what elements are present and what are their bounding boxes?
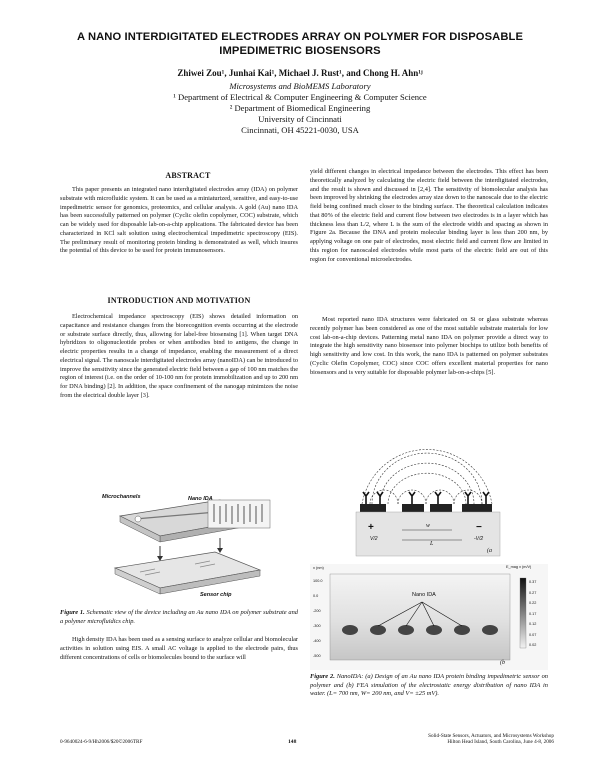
colorbar bbox=[520, 578, 526, 648]
footer-isbn: 0-9640024-6-9/Hh2006/$20©2006TRF bbox=[60, 739, 143, 745]
title-line-2: IMPEDIMETRIC BIOSENSORS bbox=[219, 45, 381, 57]
figure-2-caption-label: Figure 2. bbox=[310, 673, 335, 680]
figure-2-caption-text: NanoIDA: (a) Design of an Au nano IDA protein binding impedimetric sensor on polymer and (b) FEA simulation of the electrostatic energy distribution of nano IDA in water. (L= 700 nm, W= 200 nm, and V= ±25 mV). bbox=[310, 673, 548, 698]
lab-name: Microsystems and BioMEMS Laboratory bbox=[229, 81, 371, 91]
assembly-arrow-head-right bbox=[217, 548, 223, 553]
label-minus: − bbox=[476, 522, 482, 533]
right-column-paragraph-1: yield different changes in electrical impedance between the electrodes. This effect has been theoretically analyzed by calculating the electric field between the interdigitated electrodes, and the result is shown and discussed in [2,4]. The sensitivity of biomolecular analysis has been improved by shrinking the electrodes array size down to the nanoscale due to the electric field being confined much closer to the binding surface. The theoretical calculation indicates that 80% of the electric field and current flow between two electrodes is in a layer which has thickness less than L/2, where L is the sum of the electrode width and spacing as shown in Figure 2a. Because the DNA and protein molecular binding layer is less than 200 nm, by applying voltage on one pair of electrodes, most electric field and current flow are limited in this region for nanoscaled electrodes while most parts of the electric field are out of this region for conventional microelectrodes. bbox=[310, 168, 548, 263]
figure-2a bbox=[350, 412, 503, 560]
city: Cincinnati, OH 45221-0030, USA bbox=[241, 125, 359, 135]
intro-paragraph-2: High density IDA has been used as a sensing surface to analyze cellular and biomolecular activities in solution using EIS. A small AC voltage is applied to the electrode pairs, thus different concentrations of cells or biomolecules bound to the surface will bbox=[60, 636, 298, 661]
polymer-substrate bbox=[356, 512, 500, 556]
colorbar-tick: 0.27 bbox=[529, 590, 537, 595]
label-b: (b bbox=[500, 660, 505, 666]
label-nano-ida: Nano IDA bbox=[188, 496, 213, 502]
y-axis-tick: 0.0 bbox=[313, 594, 319, 598]
colorbar-title: E_mag x (m/V) bbox=[506, 565, 532, 569]
dept-2: ² Department of Biomedical Engineering bbox=[229, 103, 371, 113]
electrode-4 bbox=[462, 504, 492, 512]
intro-heading: INTRODUCTION AND MOTIVATION bbox=[107, 296, 251, 305]
figure-2-caption bbox=[310, 673, 548, 699]
figure-2b-drawing bbox=[310, 564, 548, 670]
affiliations bbox=[40, 81, 560, 136]
colorbar-ticks bbox=[529, 577, 536, 651]
footer-venue-line-2: Hilton Head Island, South Carolina, June 4-8, 2006 bbox=[447, 739, 554, 746]
electrode-3 bbox=[430, 504, 452, 512]
label-nano-ida-sim: Nano IDA bbox=[412, 592, 436, 598]
label-w: w bbox=[426, 523, 431, 529]
y-axis-tick: -300 bbox=[313, 624, 321, 628]
colorbar-tick: 0.07 bbox=[529, 632, 537, 637]
simulation-plot-area bbox=[330, 574, 510, 660]
title-line-1: A NANO INTERDIGITATED ELECTRODES ARRAY ON POLYMER FOR DISPOSABLE bbox=[76, 31, 524, 43]
label-a: (a bbox=[487, 548, 492, 554]
abstract-heading: ABSTRACT bbox=[165, 171, 211, 180]
intro-paragraph-1: Electrochemical impedance spectroscopy (EIS) shows detailed information on capacitance and resistance changes from the biorecognition events occurring at the electrode or substrate surface directly, thus, allowing for label-free biosensing [1]. When target DNA hybridizes to oligonucleotide probes or when antibodies bind to antigens, the change in electric properties results in a change of impedance, enabling the measurement of a direct electrical signal. The nanoscale interdigitated electrodes array (nanoIDA) can be introduced to improve the sensitivity since the generated electric field between a gap of 100 nm matches the region of interest (i.e. on the order of 10-100 nm for protein immobilization and up to 200 nm for DNA binding) [2]. In addition, the space confinement of the nanogap minimizes the noise from the electrical double layer [3]. bbox=[60, 313, 298, 399]
colorbar-tick: 0.02 bbox=[529, 643, 537, 647]
y-axis-tick: -400 bbox=[313, 639, 321, 643]
figure-1-caption-label: Figure 1. bbox=[60, 609, 85, 616]
authors: Zhiwei Zou¹, Junhai Kai¹, Michael J. Rust¹, and Chong H. Ahn¹ʲ bbox=[177, 68, 423, 78]
colorbar-tick: 0.12 bbox=[529, 622, 537, 626]
footer-venue bbox=[428, 733, 554, 746]
dept-1: ¹ Department of Electrical & Computer Engineering & Computer Science bbox=[173, 92, 427, 102]
electrode-2 bbox=[402, 504, 424, 512]
y-axis-tick: -200 bbox=[313, 609, 321, 613]
label-sensor-chip: Sensor chip bbox=[200, 592, 232, 598]
inlet-port bbox=[135, 516, 141, 522]
label-v2: V/2 bbox=[370, 536, 378, 542]
colorbar-tick: 0.17 bbox=[529, 611, 537, 616]
figure-2b bbox=[310, 564, 548, 670]
y-axis-tick: -500 bbox=[313, 654, 321, 658]
footer-venue-line-1: Solid-State Sensors, Actuators, and Microsystems Workshop bbox=[428, 733, 554, 739]
y-axis-tick: 100.0 bbox=[313, 579, 323, 583]
y-axis-ticks bbox=[313, 574, 323, 664]
label-microchannels: Microchannels bbox=[102, 494, 141, 500]
paper-title bbox=[20, 30, 580, 58]
abstract-text: This paper presents an integrated nano interdigitated electrodes array (IDA) on polymer substrate with microfluidic system. It can be used as a miniaturized, sensitive, and easy-to-use impedimetric sensor for genomics, proteomics, and cellular analysis. A gold (Au) nano IDA has been successfully patterned on polymer (Cyclic olefin copolymer, COC) substrate, which can be widely used for disposable lab-on-a-chip applications. The fabricated device has been characterized in KCl salt solution using electrochemical impedimetric spectroscopy (EIS). The preliminary result of monitoring protein binding is demonstrated as well, which insures the potential of this device to be used for protein immunosensors. bbox=[60, 186, 298, 255]
label-l: L bbox=[430, 541, 434, 547]
field-lines bbox=[362, 449, 492, 504]
nano-ida-zoom-box bbox=[208, 500, 270, 528]
label-minus-v2: -V/2 bbox=[474, 536, 484, 542]
page-number: 148 bbox=[288, 739, 297, 745]
y-axis-title: x (nm) bbox=[313, 566, 324, 570]
electrode-1 bbox=[360, 504, 386, 512]
figure-1-drawing bbox=[100, 488, 280, 605]
figure-1-caption-text: Schematic view of the device including an Au nano IDA on polymer substrate and a polymer microfluidics chip. bbox=[60, 609, 298, 625]
colorbar-tick: 0.37 bbox=[529, 580, 537, 584]
colorbar-tick: 0.22 bbox=[529, 601, 537, 605]
figure-1-caption bbox=[60, 609, 298, 626]
label-plus: + bbox=[368, 522, 374, 533]
figure-1 bbox=[100, 488, 280, 605]
university: University of Cincinnati bbox=[258, 114, 342, 124]
right-column-paragraph-2: Most reported nano IDA structures were fabricated on Si or glass substrate whereas recently polymer has been considered as one of the most suitable substrate materials for low cost lab-on-a-chip devices. Patterning metal nano IDA on polymer provide a direct way to integrate the high sensitivity nano biosensor into polymer biochips to utilize both benefits of high sensitivity and low cost. In this work, the nano IDA is patterned on polymer substrates (Cyclic Olefin Copolymer, COC) since COC offers excellent material properties for nano biosensors and is very suitable for disposable polymer lab-on-a-chips [5]. bbox=[310, 316, 548, 376]
